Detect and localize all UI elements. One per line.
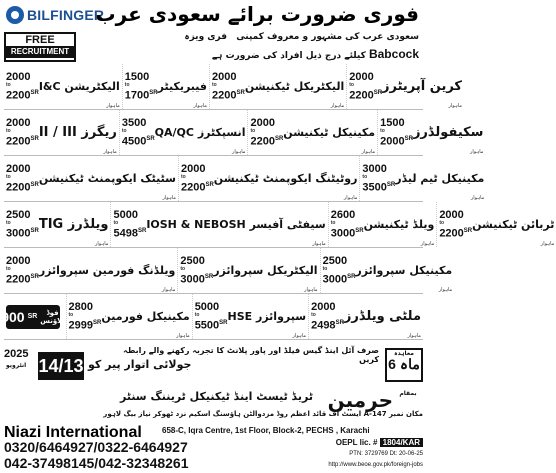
company-name: Babcock <box>368 47 419 61</box>
salary-min: 5000 <box>194 300 220 313</box>
job-title: ٹربائن ٹیکنیشن <box>472 218 555 231</box>
per-month-label: ماہوار <box>231 149 246 155</box>
salary-to-label: to <box>124 81 130 88</box>
salary-min: 1500 <box>380 116 405 129</box>
per-month-label: ماہوار <box>330 103 345 109</box>
date-text: جولائی اتوار پیر کو <box>88 358 192 371</box>
salary-range <box>380 118 413 148</box>
currency-unit: SR <box>274 135 284 142</box>
salary-min: 2500 <box>6 208 31 221</box>
venue-address: مکان نمبر 147-A ایسٹ آف قائد اعظم روڈ مزدوالٹن ہاؤسنگ اسکیم نزد ٹھوکر نیاز بیگ لاہور <box>103 410 423 418</box>
salary-to-label: to <box>6 127 11 134</box>
free-recruitment-box <box>4 32 76 62</box>
interview-date <box>4 348 192 382</box>
job-cell <box>178 248 320 293</box>
salary-max-wrap <box>212 88 245 102</box>
job-title: مکینیکل سپروائزر <box>355 264 453 277</box>
salary-max: 2200 <box>349 89 374 102</box>
salary-to-label: to <box>250 127 256 134</box>
salary-max-wrap <box>125 88 158 102</box>
per-month-label: ماہوار <box>162 195 176 201</box>
salary-min: 3000 <box>362 162 387 175</box>
salary-range <box>439 210 472 240</box>
job-title: انسپکٹرز QA/QC <box>154 126 246 139</box>
job-title: سکیفولڈرز <box>412 125 484 140</box>
salary-range <box>6 256 39 286</box>
venue-section <box>4 388 423 424</box>
job-title: الیکٹریکل سپروائزر <box>213 264 318 277</box>
currency-unit: SR <box>373 89 383 96</box>
page-title: فوری ضرورت برائے سعودی عرب <box>95 2 419 26</box>
job-title: ویلڈنگ فورمین سپروائزر <box>38 264 176 277</box>
per-month-label: ماہوار <box>470 195 485 201</box>
salary-to-label: to <box>68 311 74 318</box>
salary-range <box>6 164 39 194</box>
salary-min: 2800 <box>68 300 93 313</box>
salary-min: 3500 <box>121 116 147 129</box>
recruitment-label: RECRUITMENT <box>6 46 74 58</box>
salary-max-wrap <box>180 272 213 286</box>
per-month-label: ماہوار <box>540 241 555 247</box>
currency-unit: SR <box>30 273 39 280</box>
salary-min: 2600 <box>330 208 356 221</box>
per-month-label: ماہوار <box>448 103 462 109</box>
salary-min: 2000 <box>212 70 237 83</box>
per-month-label: ماہوار <box>106 103 120 109</box>
per-month-label: ماہوار <box>161 287 176 293</box>
job-cell <box>4 202 111 247</box>
job-cell <box>360 156 486 201</box>
job-cell <box>179 156 360 201</box>
salary-range <box>195 302 228 332</box>
salary-range <box>125 72 158 102</box>
currency-unit: SR <box>204 273 214 280</box>
salary-to-label: to <box>380 127 385 134</box>
salary-max: 3500 <box>362 181 387 194</box>
currency-unit: SR <box>149 89 158 96</box>
salary-to-label: to <box>311 311 316 318</box>
salary-max-wrap <box>6 226 39 240</box>
salary-min: 2000 <box>349 70 374 83</box>
salary-to-label: to <box>212 81 217 88</box>
currency-unit: SR <box>30 181 39 188</box>
per-month-label: ماہوار <box>438 287 453 293</box>
currency-unit: SR <box>146 135 155 142</box>
job-cell <box>111 202 328 247</box>
bilfinger-logo-icon <box>6 6 24 24</box>
salary-max-wrap <box>349 88 382 102</box>
intro-text: سعودی عرب کی مشہور و معروف کمپنی <box>236 32 419 42</box>
currency-unit: SR <box>205 181 214 188</box>
job-title: سپروائزر HSE <box>227 310 307 323</box>
salary-range <box>122 118 155 148</box>
salary-max-wrap <box>362 180 395 194</box>
salary-to-label: to <box>121 127 127 134</box>
duration-label: معاہدہ <box>394 350 414 357</box>
phone-line-1: 0320/6464927/0322-6464927 <box>4 439 188 455</box>
salary-max: 3000 <box>330 227 356 240</box>
notice-section <box>4 346 423 386</box>
ptn-number: PTN: 3729769 Dt: 20-06-25 <box>349 451 423 457</box>
job-cell <box>193 294 309 339</box>
job-cell <box>347 64 464 109</box>
job-title: سٹیٹک ایکوپمنٹ ٹیکنیشن <box>38 172 176 185</box>
salary-max: 2200 <box>6 273 31 286</box>
salary-range <box>113 210 146 240</box>
salary-range <box>6 72 39 102</box>
per-month-label: ماہوار <box>103 149 117 155</box>
currency-unit: SR <box>355 227 364 234</box>
salary-max-wrap <box>69 318 102 332</box>
salary-max-wrap <box>122 134 155 148</box>
salary-max: 2999 <box>68 319 93 332</box>
salary-max-wrap <box>113 226 146 240</box>
salary-max: 2200 <box>6 181 31 194</box>
salary-max: 2200 <box>6 135 31 148</box>
website-link[interactable]: http://www.beoe.gov.pk/foreign-jobs <box>328 462 423 468</box>
per-month-label: ماہوار <box>343 195 358 201</box>
salary-min: 2000 <box>439 208 464 221</box>
job-row <box>4 202 555 248</box>
currency-unit: SR <box>386 181 396 188</box>
salary-min: 2000 <box>6 70 31 83</box>
currency-unit: SR <box>236 89 245 96</box>
job-title: روٹیٹنگ ایکوپمنٹ ٹیکنیشن <box>213 172 358 185</box>
salary-range <box>6 118 39 148</box>
salary-max: 2200 <box>439 227 464 240</box>
salary-max-wrap <box>331 226 364 240</box>
job-row <box>4 110 484 156</box>
currency-unit: SR <box>335 319 344 326</box>
license-number: 1804/KAR <box>380 438 423 447</box>
per-month-label: ماہوار <box>94 241 109 247</box>
salary-max-wrap <box>195 318 228 332</box>
job-cell <box>1 294 67 339</box>
salary-max-wrap <box>439 226 472 240</box>
salary-range <box>250 118 283 148</box>
salary-max-wrap <box>323 272 356 286</box>
job-cell <box>437 202 556 247</box>
salary-min: 5000 <box>113 208 138 221</box>
salary-to-label: to <box>180 265 186 272</box>
salary-max-wrap <box>380 134 413 148</box>
header <box>0 0 427 30</box>
salary-max: 2000 <box>380 135 405 148</box>
job-title: سیفٹی آفیسر IOSH & NEBOSH <box>146 218 326 231</box>
per-month-label: ماہوار <box>469 149 484 155</box>
venue-subtitle: ٹریڈ ٹیسٹ اینڈ ٹیکنیکل ٹریننگ سنٹر <box>119 390 313 403</box>
job-grid <box>1 64 555 340</box>
intro-line-2 <box>89 47 419 61</box>
job-title: مکینیکل ٹیکنیشن <box>283 126 376 139</box>
intro-line <box>89 32 419 42</box>
job-title: ریگرز II / III <box>38 125 117 140</box>
food-allowance-label: فوڈ الاؤنس <box>40 308 65 325</box>
salary-max: 4500 <box>121 135 147 148</box>
salary-to-label: to <box>6 173 11 180</box>
salary-range <box>212 72 245 102</box>
salary-to-label: to <box>439 219 445 226</box>
salary-to-label: to <box>322 265 328 272</box>
job-title: کرین آپریٹرز <box>382 79 462 94</box>
intro-text-2: کیلئے درج ذیل افراد کی ضرورت ہے <box>211 51 366 61</box>
duration-value: 6 ماہ <box>388 356 420 372</box>
interview-label: انٹرویو <box>6 362 27 369</box>
job-cell <box>210 64 347 109</box>
currency-unit: SR <box>347 273 356 280</box>
salary-range <box>362 164 395 194</box>
job-cell <box>329 202 438 247</box>
salary-to-label: to <box>330 219 336 226</box>
job-cell <box>67 294 193 339</box>
salary-max: 2200 <box>180 181 206 194</box>
job-cell <box>309 294 423 339</box>
job-row <box>4 64 462 110</box>
per-month-label: ماہوار <box>407 333 421 339</box>
currency-unit: SR <box>463 227 473 234</box>
per-month-label: ماہوار <box>176 333 190 339</box>
agency-name: Niazi International <box>4 424 142 441</box>
job-cell <box>321 248 455 293</box>
salary-min: 2000 <box>6 116 31 129</box>
phone-line-2: 042-37498145/042-32348261 <box>4 455 189 471</box>
salary-range <box>331 210 364 240</box>
currency-unit: SR <box>30 227 39 234</box>
salary-min: 1500 <box>124 70 150 83</box>
per-month-label: ماہوار <box>312 241 326 247</box>
venue-label: بمقام <box>399 390 417 397</box>
currency-unit: SR <box>219 319 228 326</box>
salary-max-wrap <box>6 272 39 286</box>
job-cell <box>4 64 123 109</box>
salary-max-wrap <box>6 88 39 102</box>
salary-min: 2000 <box>180 162 206 175</box>
salary-max-wrap <box>6 134 39 148</box>
salary-max: 3000 <box>322 273 348 286</box>
job-row <box>4 156 485 202</box>
salary-max: 2498 <box>311 319 336 332</box>
per-month-label: ماہوار <box>304 287 318 293</box>
job-cell <box>123 64 210 109</box>
salary-max-wrap <box>311 318 344 332</box>
salary-range <box>6 210 39 240</box>
salary-range <box>181 164 214 194</box>
food-allowance-amount: 900 <box>1 308 25 325</box>
salary-range <box>311 302 344 332</box>
job-cell <box>378 110 485 155</box>
salary-range <box>180 256 213 286</box>
job-title: ویلڈرز TIG <box>38 217 109 232</box>
job-title: ویلڈ ٹیکنیشن <box>363 218 435 231</box>
job-cell <box>4 110 120 155</box>
salary-max: 1700 <box>124 89 150 102</box>
job-row <box>1 294 423 340</box>
license-line <box>336 438 423 447</box>
agency-section <box>4 424 423 472</box>
free-label: FREE <box>25 34 55 46</box>
currency-unit: SR <box>30 89 39 96</box>
salary-min: 2000 <box>6 162 31 175</box>
job-title: مکینیکل فورمین <box>101 310 190 323</box>
salary-to-label: to <box>6 81 11 88</box>
salary-min: 2500 <box>180 254 205 267</box>
job-title: ملٹی ویلڈرز <box>343 309 421 324</box>
salary-to-label: to <box>362 173 368 180</box>
salary-min: 2500 <box>322 254 348 267</box>
salary-max: 2200 <box>6 89 31 102</box>
salary-min: 2000 <box>311 300 336 313</box>
license-label: OEPL lic. # <box>335 438 378 447</box>
salary-max: 5498 <box>113 227 138 240</box>
logo-text: BILFINGER <box>27 7 105 23</box>
salary-to-label: to <box>349 81 354 88</box>
contract-duration <box>385 348 423 382</box>
salary-max: 5500 <box>194 319 220 332</box>
salary-min: 2000 <box>6 254 31 267</box>
salary-to-label: to <box>194 311 200 318</box>
currency-unit: SR <box>137 227 147 234</box>
job-title: فیبریکیٹر <box>157 80 207 93</box>
salary-range <box>349 72 382 102</box>
job-cell <box>4 248 178 293</box>
salary-max: 2200 <box>212 89 237 102</box>
free-visa-label: فری ویزہ <box>184 32 228 42</box>
date-badge: 14/13 <box>38 352 84 380</box>
per-month-label: ماہوار <box>361 149 376 155</box>
salary-to-label: to <box>180 173 186 180</box>
job-title: مکینیکل ٹیم لیڈر <box>395 172 485 185</box>
job-cell <box>248 110 378 155</box>
job-title: الیکٹریشن I&C <box>38 80 120 93</box>
job-cell <box>4 156 179 201</box>
venue-name: حرمین <box>327 388 393 412</box>
salary-range <box>69 302 102 332</box>
salary-max-wrap <box>250 134 283 148</box>
salary-max-wrap <box>181 180 214 194</box>
company-logo <box>6 6 104 24</box>
per-month-label: ماہوار <box>420 241 435 247</box>
currency-unit: SR <box>27 313 38 320</box>
currency-unit: SR <box>404 135 413 142</box>
per-month-label: ماہوار <box>193 103 207 109</box>
job-cell <box>120 110 249 155</box>
currency-unit: SR <box>92 319 102 326</box>
salary-to-label: to <box>6 265 11 272</box>
food-allowance-badge <box>1 305 65 329</box>
salary-max-wrap <box>6 180 39 194</box>
salary-to-label: to <box>6 219 11 226</box>
job-row <box>4 248 453 294</box>
experience-notice: صرف آئل اینڈ گیس فیلڈ اور پاور پلانٹ کا تجربہ رکھنے والے رابطہ کریں <box>123 346 379 364</box>
year: 2025 <box>4 348 29 360</box>
salary-range <box>323 256 356 286</box>
salary-min: 2000 <box>250 116 275 129</box>
salary-max: 3000 <box>6 227 31 240</box>
salary-max: 2200 <box>250 135 275 148</box>
salary-max: 3000 <box>180 273 205 286</box>
per-month-label: ماہوار <box>292 333 307 339</box>
salary-to-label: to <box>113 219 119 226</box>
job-title: الیکٹریکل ٹیکنیشن <box>244 80 345 93</box>
currency-unit: SR <box>30 135 39 142</box>
agency-address: 658-C, Iqra Centre, 1st Floor, Block-2, PECHS , Karachi <box>162 426 370 435</box>
